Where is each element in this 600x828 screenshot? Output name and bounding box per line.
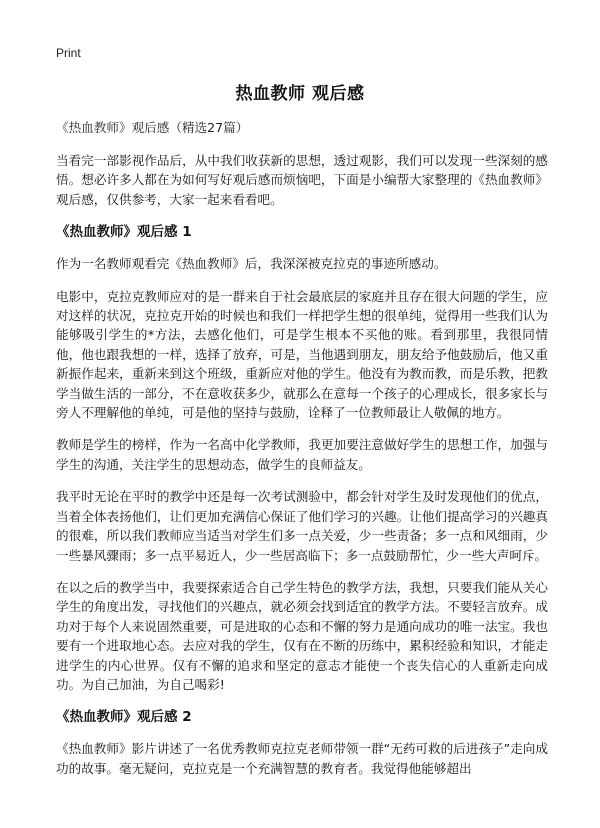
intro-paragraph: 当看完一部影视作品后，从中我们收获新的思想，透过观影，我们可以发现一些深刻的感悟。想必许多人都在为如何写好观后感而烦恼吧，下面是小编帮大家整理的《热血教师》观后感，仅供参考，大家一起来看看吧。	[56, 153, 548, 207]
document-title: 热血教师 观后感	[235, 84, 365, 104]
section-2	[56, 707, 548, 778]
section-heading: 《热血教师》观后感 1	[56, 224, 192, 241]
section-paragraph: 电影中，克拉克教师应对的是一群来自于社会最底层的家庭并且存在很大问题的学生，应对这样的状况，克拉克开始的时候也和我们一样把学生想的很单纯，觉得用一些我们认为能够吸引学生的*方法，去感化他们，可是学生根本不买他的账。看到那里，我很同情他，他也跟我想的一样，选择了放弃，可是，当他遇到朋友，朋友给予他鼓励后，他又重新振作起来，重新来到这个班级，重新应对他的学生。他没有为教而教，而是乐教，把教学当做生活的一部分，不在意收获多少，就那么在意每一个孩子的心理成长，很多家长与旁人不理解他的单纯，可是他的坚持与鼓励，诠释了一位教师最让人敬佩的地方。	[56, 288, 548, 421]
section-heading: 《热血教师》观后感 2	[56, 709, 192, 726]
section-paragraph: 作为一名教师观看完《热血教师》后，我深深被克拉克的事迹所感动。	[56, 256, 447, 272]
document-subtitle: 《热血教师》观后感（精选27篇）	[56, 120, 249, 135]
section-paragraph: 在以之后的教学当中，我要探索适合自己学生特色的教学方法，我想，只要我们能从关心学生的角度出发，寻找他们的兴趣点，就必须会找到适宜的教学方法。不要轻言放弃。成功对于每个人来说固然重要，可是进取的心态和不懈的努力是通向成功的唯一法宝。我也要有一个进取地心态。去应对我的学生，仅有在不断的历练中，累积经验和知识，才能走进学生的内心世界。仅有不懈的追求和坚定的意志才能使一个丧失信心的人重新走向成功。为自己加油，为自己喝彩!	[56, 579, 548, 692]
section-paragraph: 教师是学生的榜样，作为一名高中化学教师，我更加要注意做好学生的思想工作，加强与学生的沟通，关注学生的思想动态，做学生的良师益友。	[56, 437, 548, 472]
print-link[interactable]: Print	[56, 46, 81, 60]
section-paragraph: 《热血教师》影片讲述了一名优秀教师克拉克老师带领一群“无药可救的后进孩子”走向成功的故事。毫无疑问，克拉克是一个充满智慧的教育者。我觉得他能够超出	[56, 741, 548, 776]
section-paragraph: 我平时无论在平时的教学中还是每一次考试测验中，都会针对学生及时发现他们的优点，当着全体表扬他们，让们更加充满信心保证了他们学习的兴趣。让他们提高学习的兴趣真的很难，所以我们教师应当适当对学生们多一点关爱，少一些责备；多一点和风细雨，少一些暴风骤雨；多一点平易近人，少一些居高临下；多一点鼓励帮忙，少一些大声呵斥。	[56, 489, 548, 563]
document-body	[56, 118, 548, 791]
section-1	[56, 222, 548, 694]
